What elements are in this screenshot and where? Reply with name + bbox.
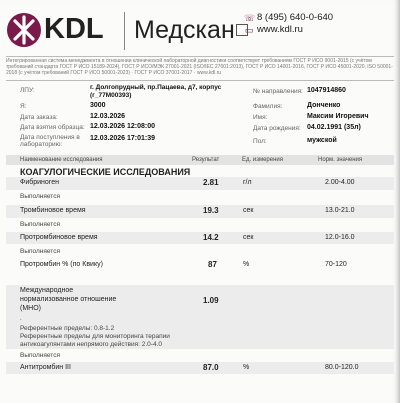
col-norm-header: Норм. значения: [318, 157, 363, 163]
order-date-label: Дата заказа:: [20, 114, 58, 121]
reference-therapy-line1: Референтные пределы для мониторинга терапии: [20, 333, 170, 340]
results-table-header: [6, 155, 394, 165]
table-row-status: Выполняется: [20, 352, 60, 359]
table-row-result: 1.09: [203, 296, 219, 305]
col-result-header: Результат: [192, 157, 220, 163]
table-row-name: Фибриноген: [20, 179, 59, 186]
table-row-unit: г/л: [243, 179, 252, 186]
table-row-unit: сек: [243, 207, 254, 214]
code-label: Я:: [20, 103, 27, 110]
lpu-label: ЛПУ:: [20, 87, 35, 94]
col-unit-header: Ед. измерения: [242, 157, 283, 163]
table-row-result: 2.81: [203, 178, 219, 187]
surname-value: Донченко: [307, 102, 341, 109]
reference-limits: Референтные пределы: 0.8-1.2: [20, 325, 115, 332]
reference-therapy-line2: антикоагулянтами непрямого действия: 2.0-4.0: [20, 341, 163, 348]
table-row-name: Антитромбин III: [20, 364, 71, 371]
kdl-logo-icon: [6, 12, 42, 48]
lpu-value: г. Долгопрудный, пр.Пацаева, д7, корпус (г_77М00393): [90, 84, 222, 99]
phone-number: 8 (495) 640-0-640: [257, 12, 334, 23]
table-row-name-line1: Международное: [20, 287, 74, 294]
table-row-result: 14.2: [203, 233, 219, 242]
sex-label: Пол:: [253, 138, 267, 145]
table-row-norm: 13.0-21.0: [325, 207, 355, 214]
table-row-norm: 80.0-120.0: [325, 364, 359, 371]
sex-value: мужской: [307, 137, 337, 144]
product-name: Медскан: [134, 16, 235, 44]
order-no-value: 1047914860: [307, 87, 346, 94]
table-row-result: 19.3: [203, 206, 219, 215]
phone-icon: ☏: [244, 13, 256, 23]
report-header: [6, 8, 396, 58]
arrival-label: Дата поступления в лабораторию:: [20, 134, 80, 148]
table-row-unit: %: [243, 364, 250, 371]
logo-text: KDL: [44, 13, 104, 45]
fine-print-rule: [6, 80, 394, 81]
birth-value: 04.02.1991 (35л): [307, 124, 361, 131]
arrival-value: 12.03.2026 17:01:39: [90, 135, 155, 142]
contact-block: [244, 12, 333, 36]
table-row-name: Тромбиновое время: [20, 207, 86, 214]
table-row-status: Выполняется: [20, 193, 60, 200]
table-row-name-line3: (МНО): [20, 305, 41, 312]
section-title: КОАГУЛОГИЧЕСКИЕ ИССЛЕДОВАНИЯ: [20, 167, 191, 177]
fine-print: Интегрированная система менеджмента в отношении клинической лабораторной диагностики соответствует требованиям ГОСТ Р ИСО 9001-2015 (с учётом требований стандарта ГОСТ Р ИСО 15189-2024), ГОСТ Р ИСО/МЭК 27001-2021 (ISO/IEC 27001:2013), ГОСТ Р ИСО 14001-2016, ГОСТ Р ИСО 45001-2020, ISO 50001-2018 (с учётом требований ГОСТ Р ИСО 50001-2023) · ГОСТ Р ИСО 37001-2017 · www.kdl.ru: [6, 58, 393, 77]
sample-date-label: Дата взятия образца:: [20, 124, 85, 131]
code-value: 3000: [90, 102, 106, 109]
table-row-name: Протромбин % (по Квику): [20, 261, 103, 268]
table-row-norm: 12.0-16.0: [325, 234, 355, 241]
table-row-unit: %: [243, 261, 250, 268]
order-date-value: 12.03.2026: [90, 113, 126, 120]
table-row-name-line2: нормализованное отношение: [20, 296, 117, 303]
table-row-unit: сек: [243, 234, 254, 241]
name-label: Имя:: [253, 114, 268, 121]
birth-label: Дата рождения:: [253, 125, 301, 132]
table-row-result: 87.0: [203, 363, 219, 372]
table-row-status: Выполняется: [20, 221, 60, 228]
table-row-name: Протромбиновое время: [20, 234, 98, 241]
sample-date-value: 12.03.2026 12:08:00: [90, 123, 155, 130]
name-value: Максим Игоревич: [307, 113, 369, 120]
header-rule: [6, 56, 394, 57]
surname-label: Фамилия:: [253, 103, 283, 110]
table-row-norm: 2.00-4.00: [325, 179, 355, 186]
website-link[interactable]: www.kdl.ru: [257, 24, 303, 35]
order-no-label: № направления:: [253, 88, 303, 95]
table-row-norm: 70-120: [325, 261, 347, 268]
table-row-dot: .: [20, 316, 22, 322]
table-row-status: Выполняется: [20, 248, 60, 255]
computer-icon: ▭: [244, 25, 254, 35]
header-divider: [124, 12, 125, 50]
table-row-result: 87: [208, 260, 217, 269]
col-name-header: Наименование исследования: [20, 157, 103, 163]
